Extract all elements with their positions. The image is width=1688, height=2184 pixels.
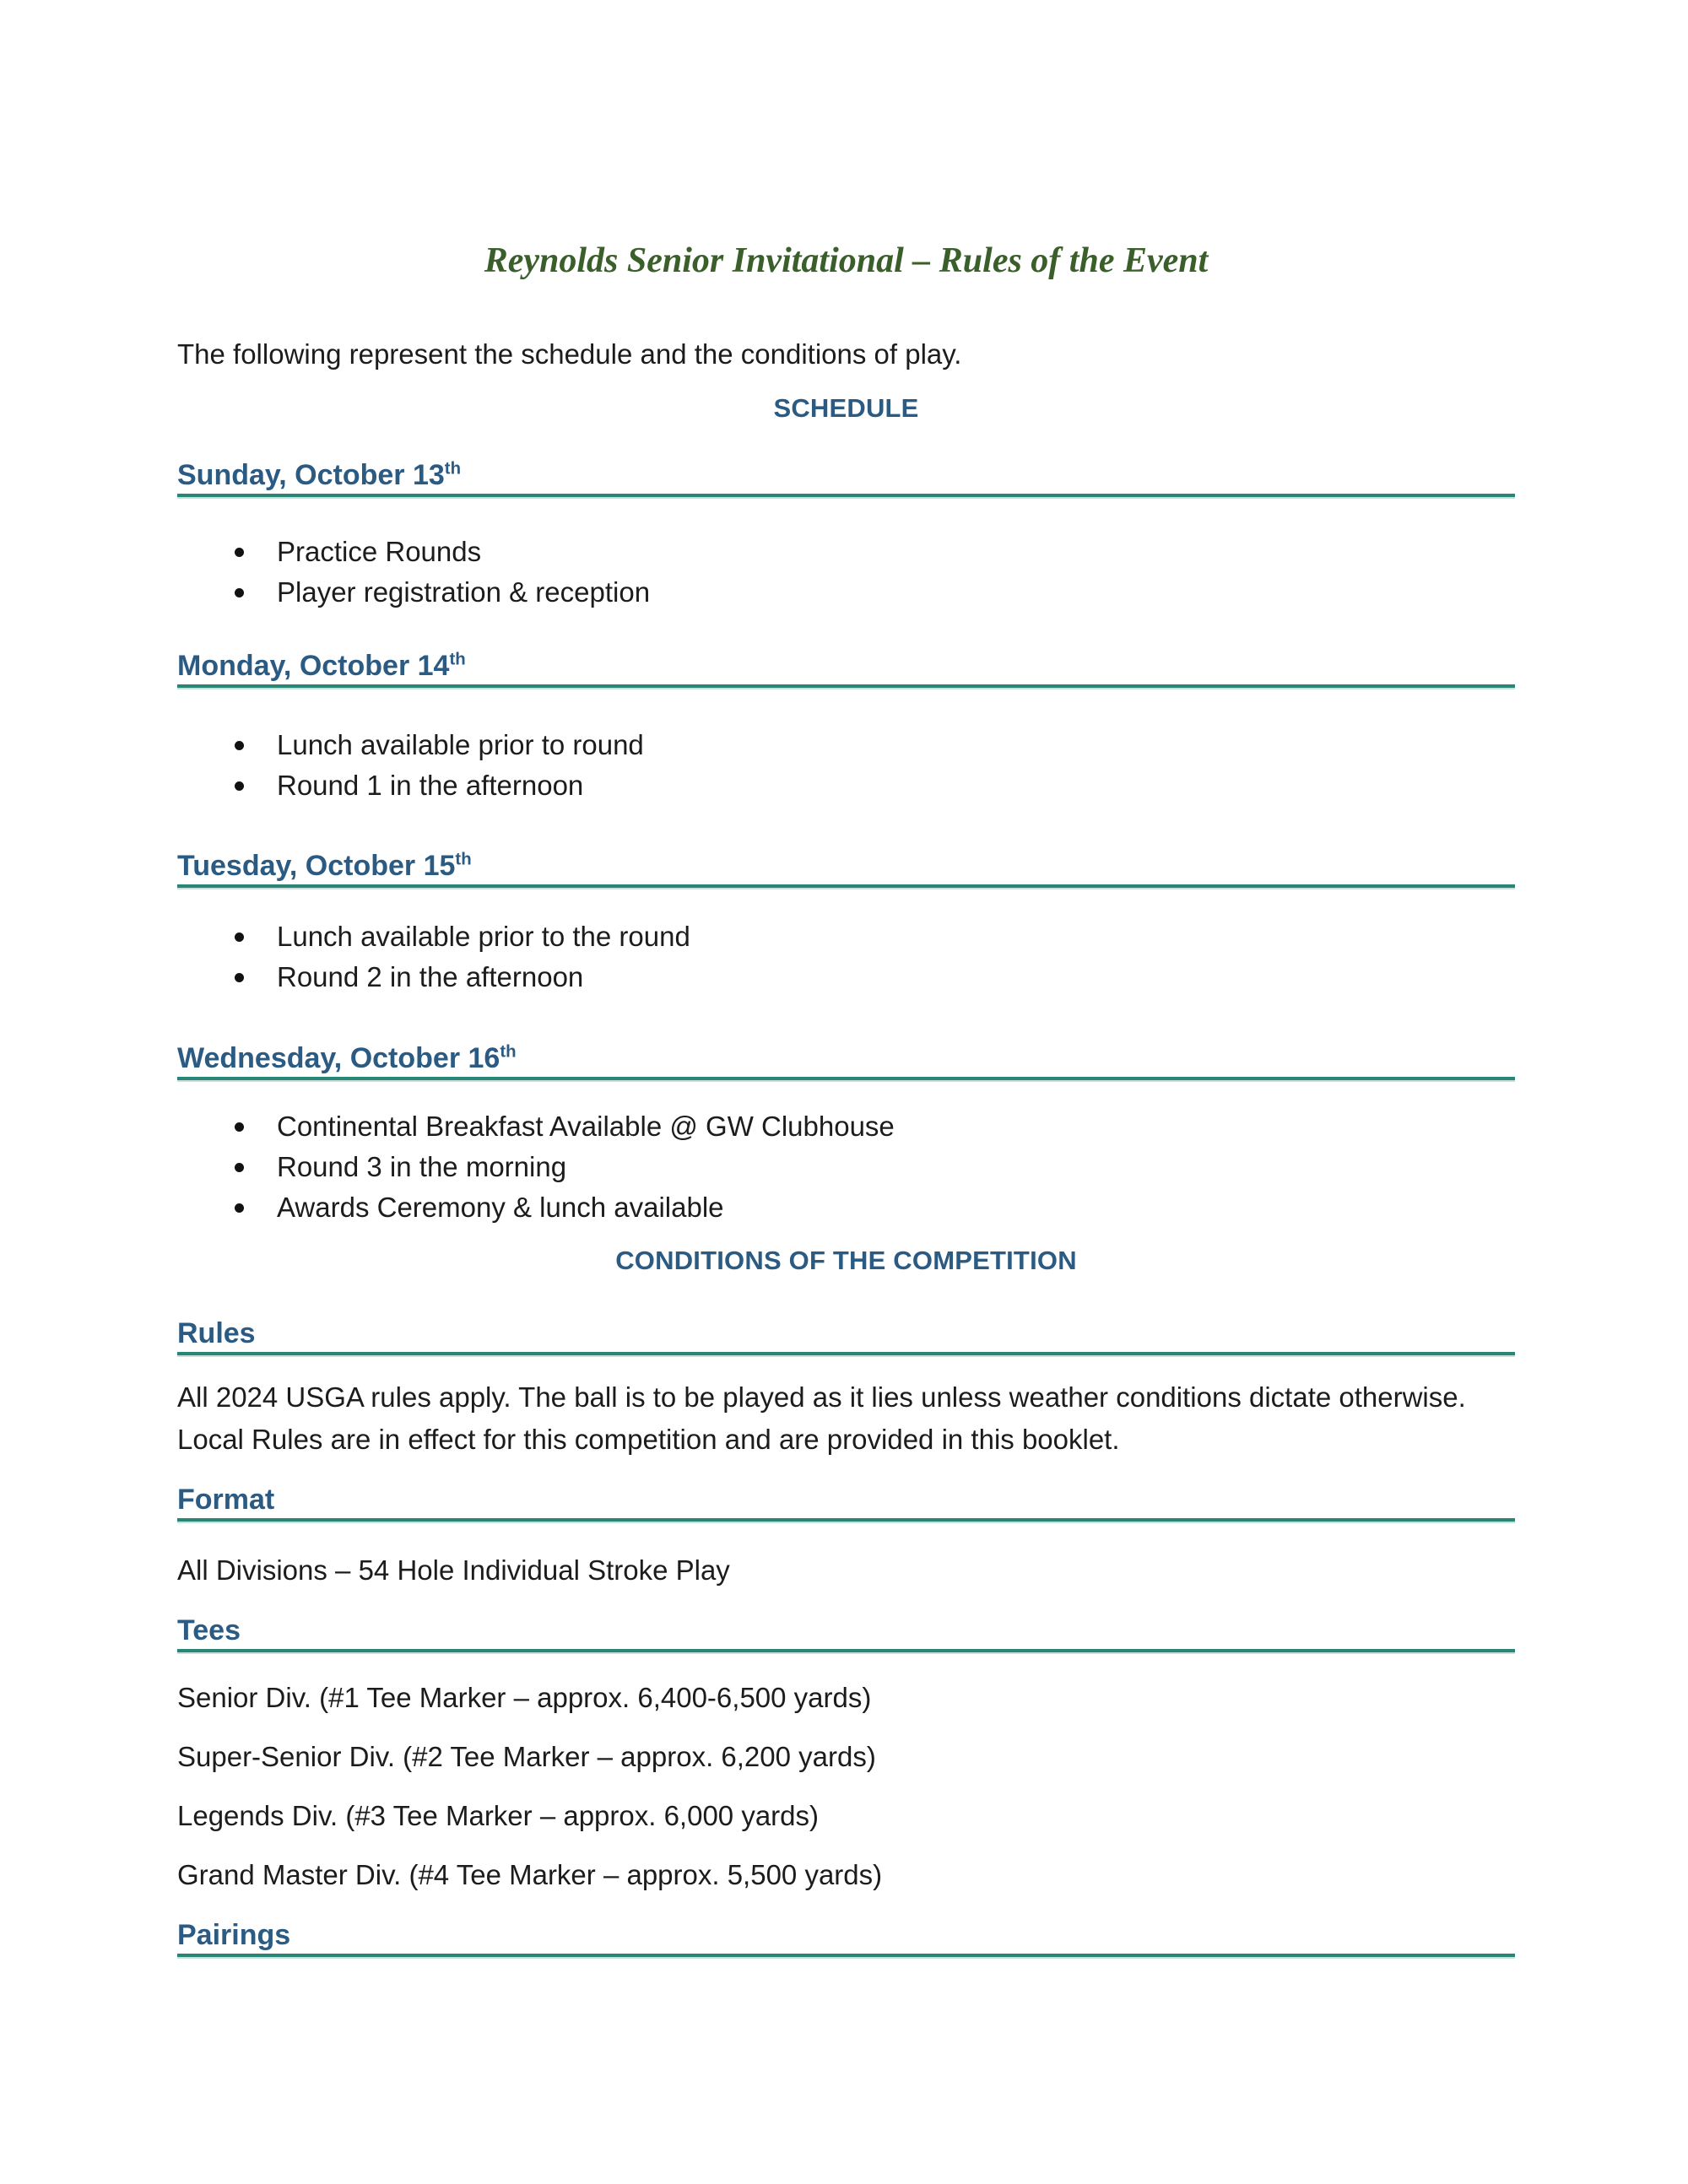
bullet-item: Player registration & reception <box>177 572 1515 613</box>
day-heading-label: Monday, October 14 <box>177 650 450 682</box>
bullet-list-sunday <box>177 532 1515 613</box>
tee-line-grand-master: Grand Master Div. (#4 Tee Marker – approx. 5,500 yards) <box>177 1859 883 1890</box>
bullet-item: Continental Breakfast Available @ GW Clubhouse <box>177 1106 1515 1147</box>
conditions-section-heading: CONDITIONS OF THE COMPETITION <box>615 1246 1077 1275</box>
day-heading-label: Wednesday, October 16 <box>177 1042 500 1074</box>
day-heading-ordinal: th <box>455 850 472 869</box>
tee-line-legends: Legends Div. (#3 Tee Marker – approx. 6,000 yards) <box>177 1800 820 1831</box>
bullet-item: Round 1 in the afternoon <box>177 765 1515 806</box>
bullet-item: Round 2 in the afternoon <box>177 957 1515 997</box>
day-heading-label: Tuesday, October 15 <box>177 850 456 882</box>
bullet-list-tuesday <box>177 916 1515 997</box>
bullet-list-monday <box>177 725 1515 806</box>
day-heading-monday <box>177 649 1515 688</box>
day-heading-ordinal: th <box>449 650 466 669</box>
format-paragraph: All Divisions – 54 Hole Individual Stroke Play <box>177 1554 730 1586</box>
schedule-section-heading: SCHEDULE <box>773 393 919 423</box>
subsection-heading-format: Format <box>177 1483 1515 1522</box>
subsection-heading-pairings: Pairings <box>177 1918 1515 1957</box>
intro-paragraph: The following represent the schedule and the conditions of play. <box>177 338 962 370</box>
day-heading-label: Sunday, October 13 <box>177 459 445 491</box>
bullet-list-wednesday <box>177 1106 1515 1228</box>
tee-line-super-senior: Super-Senior Div. (#2 Tee Marker – approx. 6,200 yards) <box>177 1741 876 1772</box>
paragraph-line: All 2024 USGA rules apply. The ball is to be played as it lies unless weather conditions dictate otherwise. <box>177 1381 1466 1413</box>
bullet-item: Lunch available prior to round <box>177 725 1515 765</box>
subsection-heading-rules: Rules <box>177 1316 1515 1355</box>
day-heading-wednesday <box>177 1041 1515 1080</box>
day-heading-tuesday <box>177 849 1515 888</box>
bullet-item: Round 3 in the morning <box>177 1147 1515 1187</box>
bullet-item: Practice Rounds <box>177 532 1515 572</box>
subsection-heading-tees: Tees <box>177 1614 1515 1652</box>
bullet-item: Lunch available prior to the round <box>177 916 1515 957</box>
paragraph-line: Local Rules are in effect for this competition and are provided in this booklet. <box>177 1424 1120 1455</box>
rules-paragraph <box>177 1376 1515 1461</box>
day-heading-ordinal: th <box>444 459 462 478</box>
tee-line-senior: Senior Div. (#1 Tee Marker – approx. 6,400-6,500 yards) <box>177 1682 872 1713</box>
day-heading-ordinal: th <box>500 1042 517 1062</box>
bullet-item: Awards Ceremony & lunch available <box>177 1187 1515 1228</box>
day-heading-sunday <box>177 458 1515 497</box>
document-title: Reynolds Senior Invitational – Rules of the Event <box>484 241 1209 280</box>
